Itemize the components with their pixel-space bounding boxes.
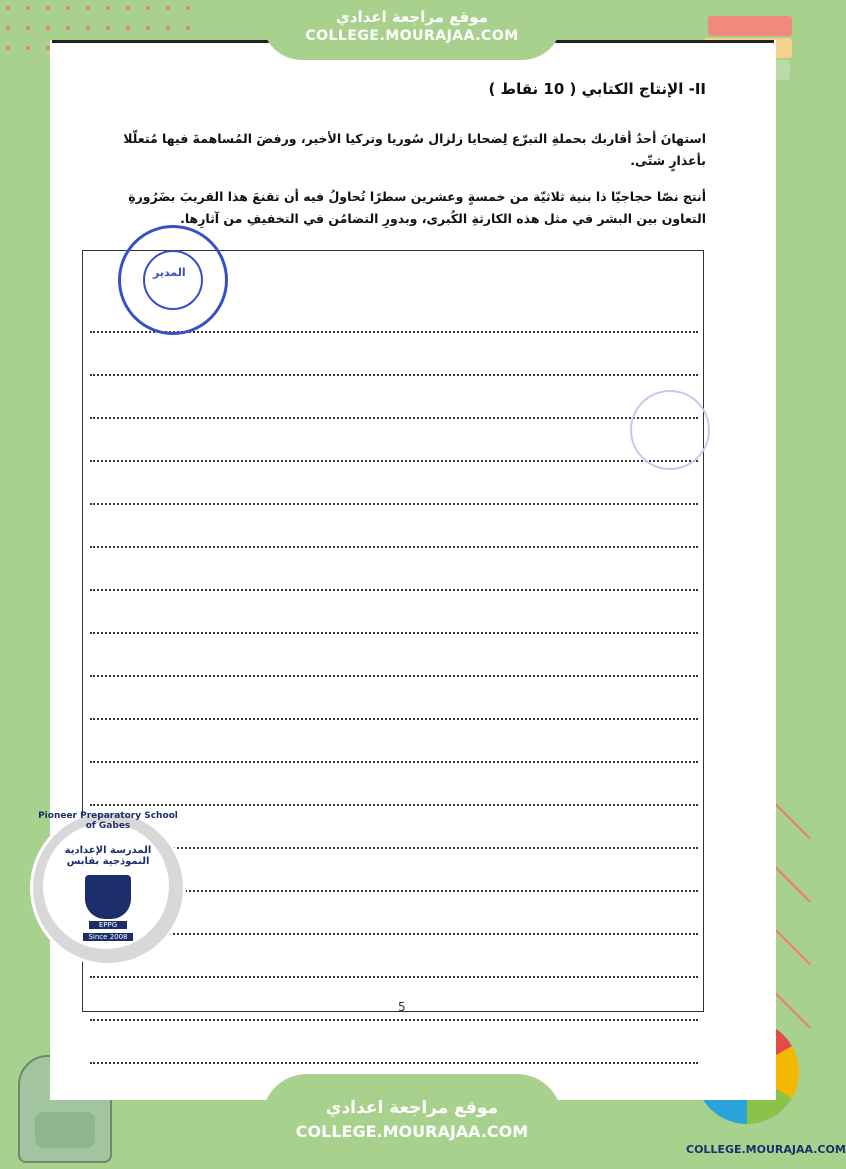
answer-line[interactable] — [90, 505, 698, 548]
dot — [146, 6, 150, 10]
dot — [166, 26, 170, 30]
answer-line[interactable] — [90, 677, 698, 720]
dot — [106, 6, 110, 10]
answer-line[interactable] — [90, 634, 698, 677]
dot — [26, 26, 30, 30]
dot — [66, 26, 70, 30]
stamp-inner-ring — [143, 250, 203, 310]
logo-arc-text: Pioneer Preparatory School of Gabes — [38, 811, 178, 831]
logo-abbr: EPPG — [89, 921, 127, 929]
answer-line[interactable] — [90, 935, 698, 978]
answer-line[interactable] — [90, 548, 698, 591]
answer-line[interactable] — [90, 1021, 698, 1064]
footer-site-logo[interactable]: COLLEGE.MOURAJAA.COM — [686, 1143, 846, 1156]
official-stamp — [118, 225, 228, 335]
graduation-shield-icon — [85, 875, 131, 919]
faded-stamp — [630, 390, 710, 470]
dot — [26, 6, 30, 10]
answer-lines[interactable] — [90, 290, 698, 1064]
section-title: II- الإنتاج الكتابي ( 10 نقاط ) — [488, 80, 706, 98]
dot — [46, 6, 50, 10]
dot — [126, 26, 130, 30]
banner-arabic-title: موقع مراجعة اعدادي — [336, 8, 488, 26]
answer-line[interactable] — [90, 591, 698, 634]
prompt-context: استهانَ أحدُ أقاربك بحملةِ التبرّع لِضحايا زلزال سُوريا وتركيا الأخير، ورفضَ المُساهمةَ فيها مُتعلّلا بأعذارٍ شتّى. — [123, 131, 706, 168]
prompt-task: أنتج نصّا حجاجيّا ذا بنية ثلاثيّة من خمسةٍ وعشرين سطرًا تُحاولُ فيه أن تقنعَ هذا القريبَ بضَرُورةِ التعاون بين البشر في مثل هذه الكارثةِ الكُبرى، وبدورِ التضامُن في التخفيفِ من آثارِها. — [128, 189, 706, 226]
dot — [6, 26, 10, 30]
answer-line[interactable] — [90, 333, 698, 376]
banner-site-link[interactable]: COLLEGE.MOURAJAA.COM — [305, 28, 519, 44]
answer-line[interactable] — [90, 978, 698, 1021]
logo-arabic-name: المدرسة الإعدادية النموذجية بقابس — [64, 845, 152, 867]
dot — [126, 6, 130, 10]
dot — [46, 26, 50, 30]
banner-arabic-title: موقع مراجعة اعدادي — [325, 1098, 499, 1118]
answer-line[interactable] — [90, 763, 698, 806]
answer-line[interactable] — [90, 806, 698, 849]
banner-site-link[interactable]: COLLEGE.MOURAJAA.COM — [295, 1122, 529, 1141]
dot — [86, 6, 90, 10]
dot — [186, 26, 190, 30]
top-banner[interactable] — [262, 0, 562, 60]
dot — [166, 6, 170, 10]
stamp-label: المدير — [153, 266, 186, 279]
dot — [6, 6, 10, 10]
logo-since: Since 2008 — [83, 933, 133, 941]
dot — [26, 46, 30, 50]
dot — [106, 26, 110, 30]
dot — [146, 26, 150, 30]
answer-line[interactable] — [90, 376, 698, 419]
bottom-banner[interactable] — [262, 1074, 562, 1169]
answer-line[interactable] — [90, 720, 698, 763]
school-logo — [30, 810, 186, 966]
answer-line[interactable] — [90, 462, 698, 505]
page-number: 5 — [398, 1000, 406, 1014]
dot — [86, 26, 90, 30]
answer-line[interactable] — [90, 419, 698, 462]
dot — [6, 46, 10, 50]
dot — [66, 6, 70, 10]
dot — [186, 6, 190, 10]
